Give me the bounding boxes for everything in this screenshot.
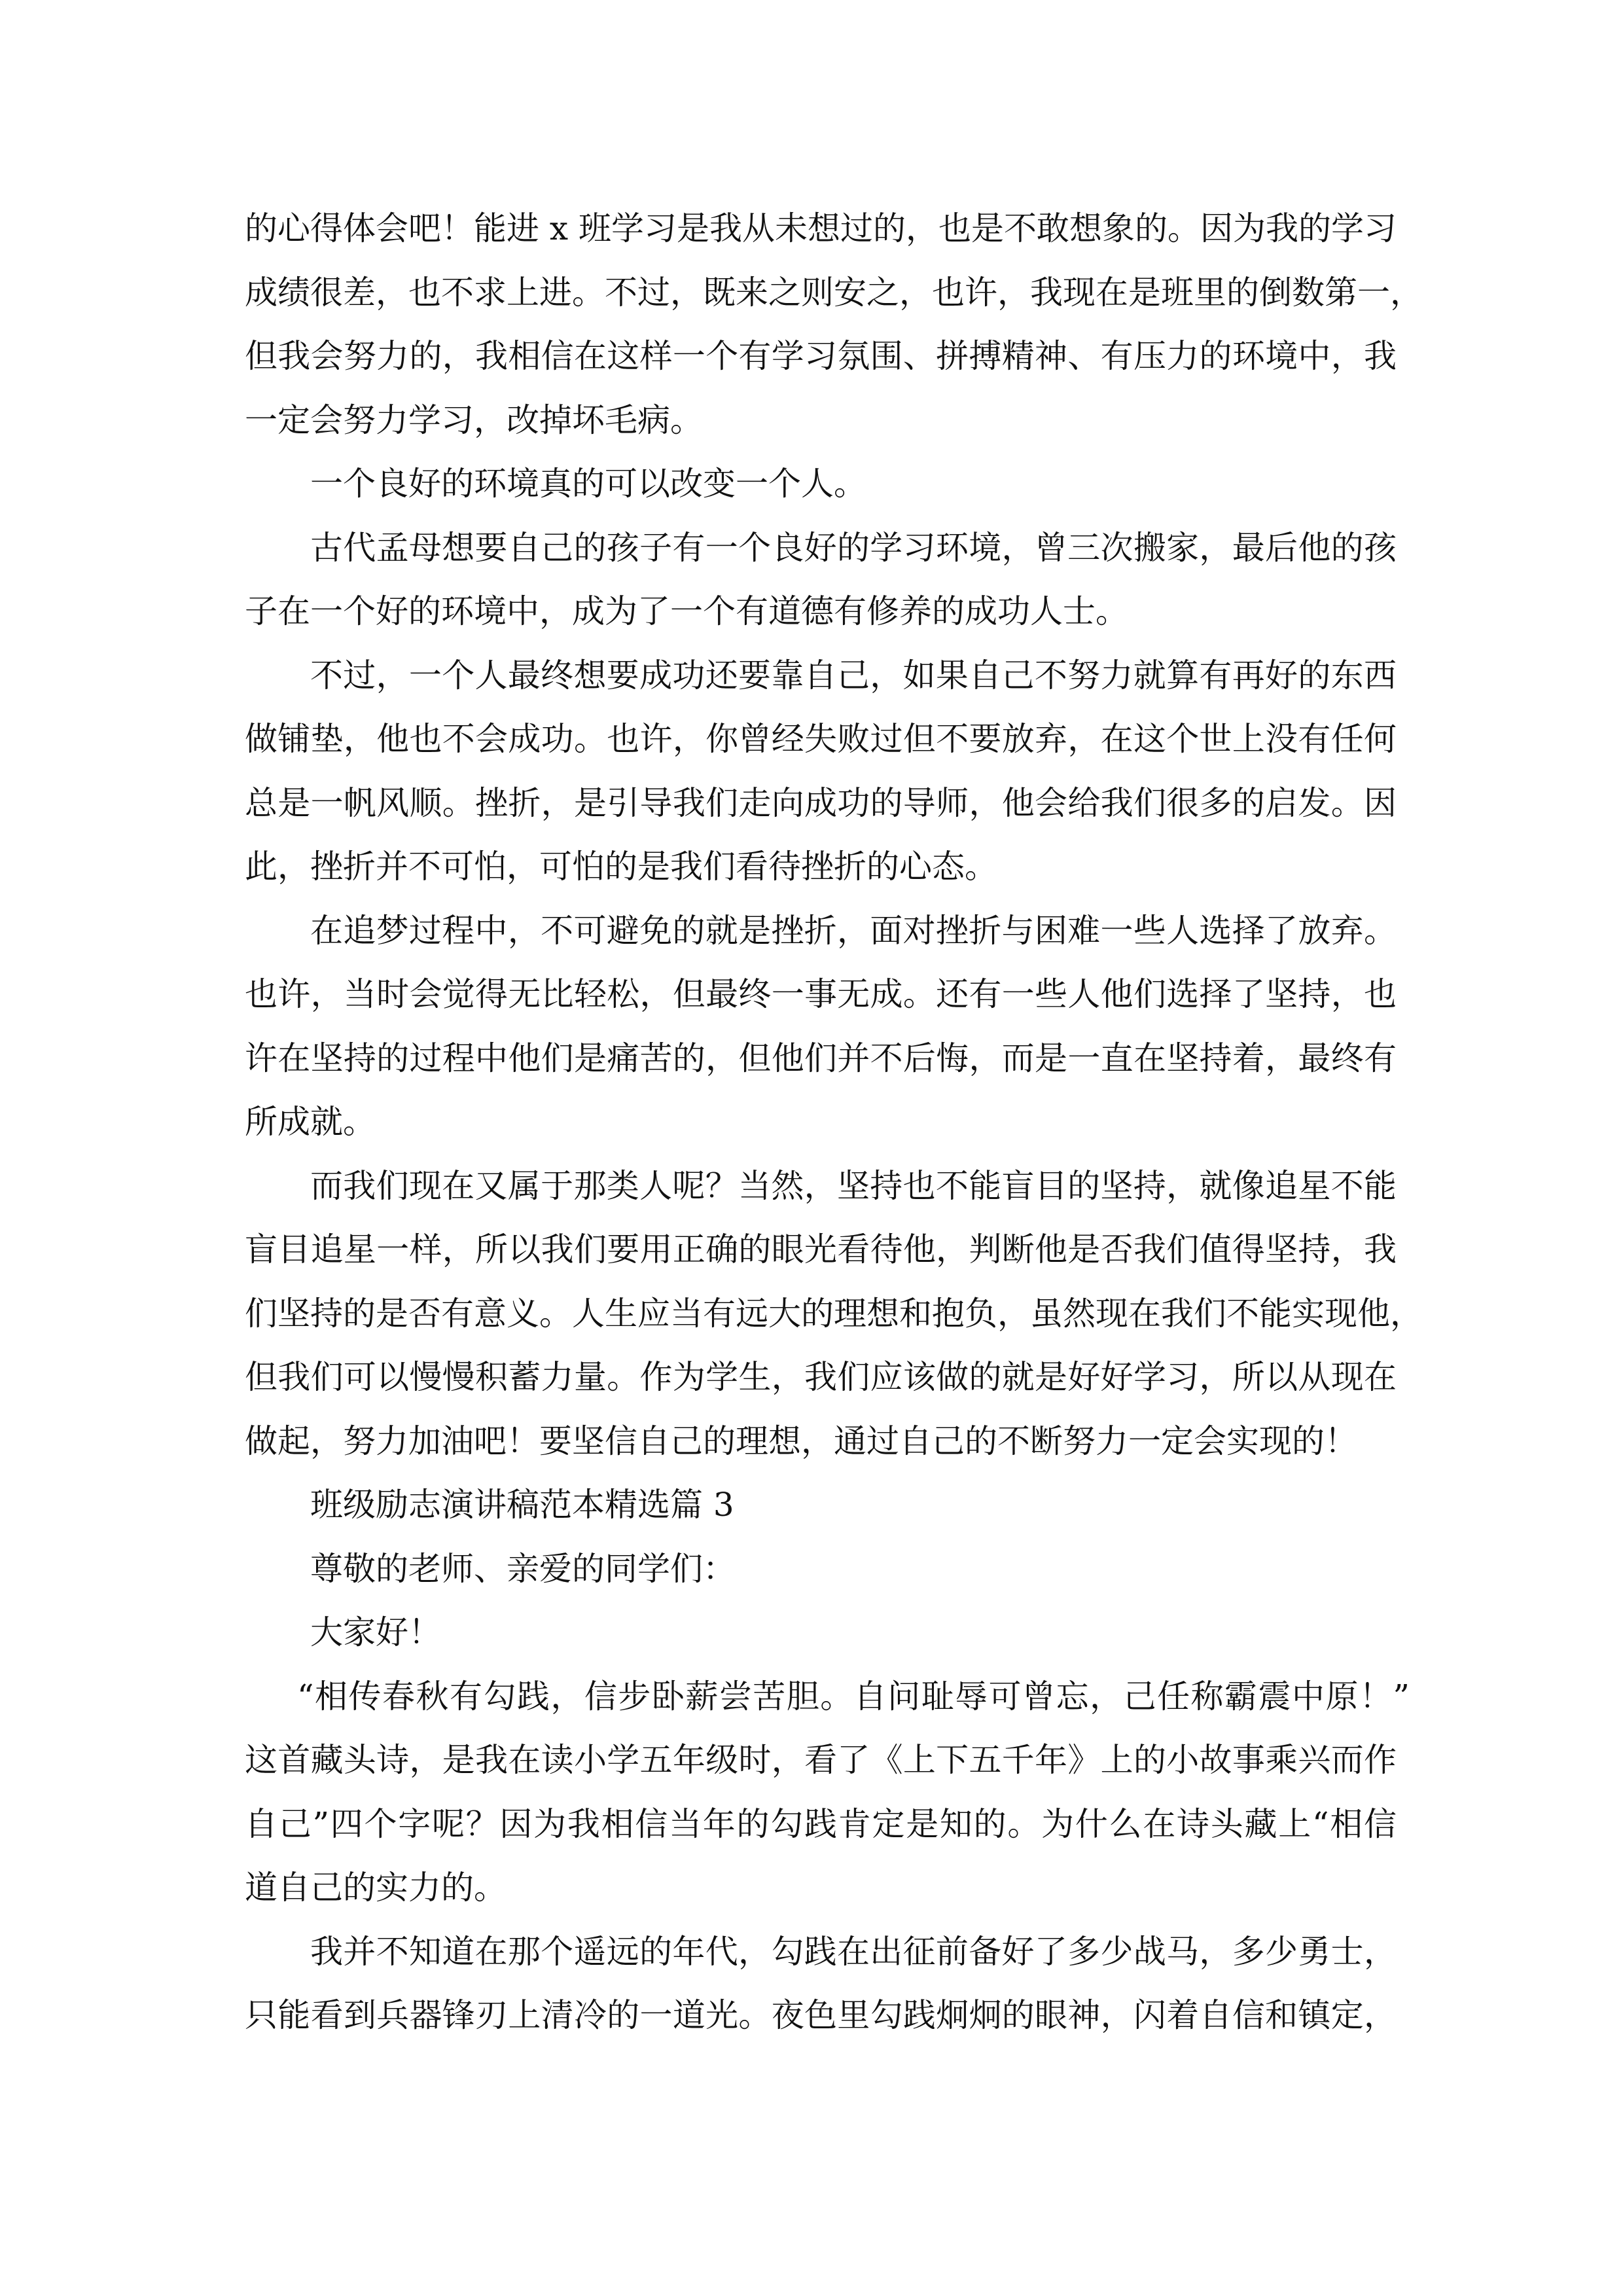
text-line: 我并不知道在那个遥远的年代，勾践在出征前备好了多少战马，多少勇士，: [310, 1933, 1397, 1971]
text-line: 这首藏头诗，是我在读小学五年级时，看了《上下五千年》上的小故事乘兴而作: [245, 1741, 1397, 1779]
section-heading: 班级励志演讲稿范本精选篇 3: [310, 1486, 734, 1524]
text-line: 的心得体会吧！能进 x 班学习是我从未想过的，也是不敢想象的。因为我的学习: [245, 209, 1397, 247]
text-line: 总是一帆风顺。挫折，是引导我们走向成功的导师，他会给我们很多的启发。因: [245, 784, 1397, 822]
text-line: 古代孟母想要自己的孩子有一个良好的学习环境，曾三次搬家，最后他的孩: [310, 529, 1397, 567]
text-line: 子在一个好的环境中，成为了一个有道德有修养的成功人士。: [245, 592, 1128, 630]
text-line: 也许，当时会觉得无比轻松，但最终一事无成。还有一些人他们选择了坚持，也: [245, 975, 1397, 1013]
text-line: 成绩很差，也不求上进。不过，既来之则安之，也许，我现在是班里的倒数第一，: [245, 274, 1423, 312]
text-line: 只能看到兵器锋刃上清冷的一道光。夜色里勾践炯炯的眼神，闪着自信和镇定，: [245, 1996, 1397, 2034]
text-line: 盲目追星一样，所以我们要用正确的眼光看待他，判断他是否我们值得坚持，我: [245, 1230, 1397, 1268]
text-line: 一定会努力学习，改掉坏毛病。: [245, 401, 703, 439]
poem-quote: “相传春秋有勾践，信步卧薪尝苦胆。自问耻辱可曾忘，己任称霸震中原！”: [297, 1677, 1410, 1715]
text-line: 做铺垫，他也不会成功。也许，你曾经失败过但不要放弃，在这个世上没有任何: [245, 720, 1397, 758]
salutation: 尊敬的老师、亲爱的同学们：: [310, 1550, 736, 1588]
text-line: 但我们可以慢慢积蓄力量。作为学生，我们应该做的就是好好学习，所以从现在: [245, 1358, 1397, 1396]
text-line: 做起，努力加油吧！要坚信自己的理想，通过自己的不断努力一定会实现的！: [245, 1422, 1357, 1460]
text-line: 但我会努力的，我相信在这样一个有学习氛围、拼搏精神、有压力的环境中，我: [245, 337, 1397, 375]
text-line: 许在坚持的过程中他们是痛苦的，但他们并不后悔，而是一直在坚持着，最终有: [245, 1039, 1397, 1077]
text-line: 而我们现在又属于那类人呢？当然，坚持也不能盲目的坚持，就像追星不能: [310, 1167, 1397, 1205]
text-line: 不过，一个人最终想要成功还要靠自己，如果自己不努力就算有再好的东西: [310, 656, 1397, 694]
text-line: 道自己的实力的。: [245, 1869, 507, 1907]
text-line: 一个良好的环境真的可以改变一个人。: [310, 465, 866, 503]
greeting: 大家好！: [310, 1613, 441, 1651]
text-line: 在追梦过程中，不可避免的就是挫折，面对挫折与困难一些人选择了放弃。: [310, 912, 1397, 950]
text-line: 自己”四个字呢？因为我相信当年的勾践肯定是知的。为什么在诗头藏上“相信: [245, 1805, 1397, 1843]
text-line: 们坚持的是否有意义。人生应当有远大的理想和抱负，虽然现在我们不能实现他，: [245, 1295, 1423, 1333]
text-line: 此，挫折并不可怕，可怕的是我们看待挫折的心态。: [245, 848, 997, 886]
text-line: 所成就。: [245, 1103, 376, 1141]
